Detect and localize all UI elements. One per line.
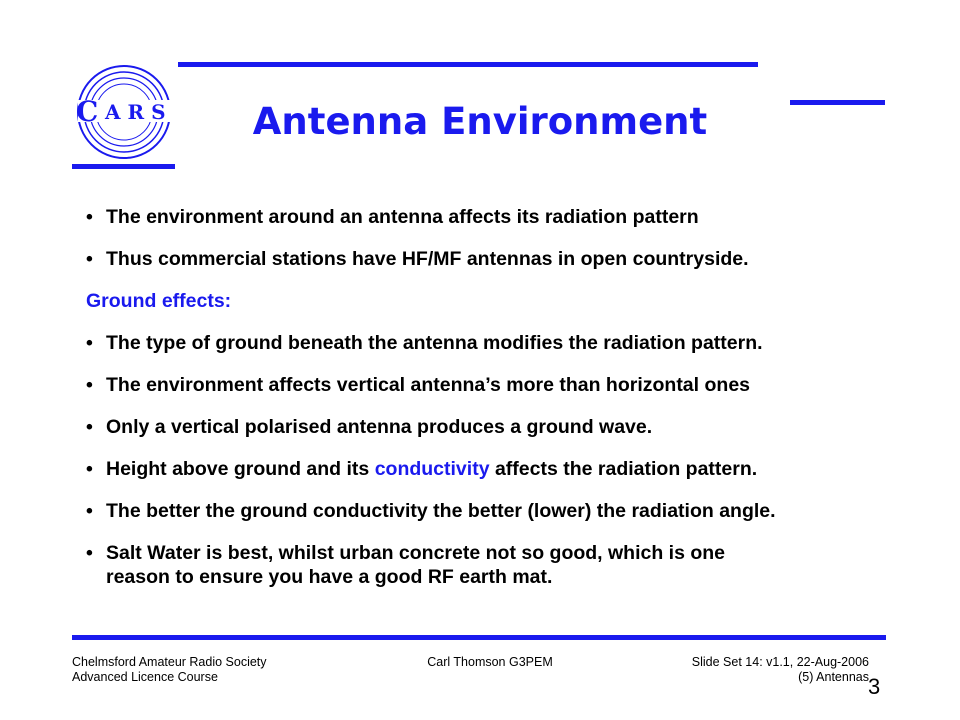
bullet-item: • The environment affects vertical antenna’s more than horizontal ones <box>86 374 751 396</box>
bullet-item: • Salt Water is best, whilst urban concrete not so good, which is one reason to ensure you have a good RF earth mat. <box>86 542 726 588</box>
bullet-item: • The type of ground beneath the antenna modifies the radiation pattern. <box>86 332 763 354</box>
right-accent-rule <box>790 100 885 105</box>
slide-content <box>86 205 946 589</box>
bullet-item: • Only a vertical polarised antenna produces a ground wave. <box>86 416 653 438</box>
footer-right: Slide Set 14: v1.1, 22-Aug-2006 (5) Antennas <box>691 655 869 684</box>
top-rule <box>178 62 758 67</box>
bullet-item: • The better the ground conductivity the better (lower) the radiation angle. <box>86 500 776 522</box>
bullet-item: • Height above ground and its conductivity affects the radiation pattern. <box>86 458 758 480</box>
conductivity-highlight: conductivity <box>374 458 490 480</box>
svg-text:C: C <box>76 95 99 128</box>
cars-logo <box>72 62 180 170</box>
page-number: 3 <box>868 674 881 699</box>
footer-rule <box>72 635 886 640</box>
footer-left: Chelmsford Amateur Radio Society Advanced Licence Course <box>72 655 267 684</box>
bullet-item: • Thus commercial stations have HF/MF antennas in open countryside. <box>86 248 749 270</box>
section-heading: Ground effects: <box>86 290 232 312</box>
svg-text:A R S: A R S <box>105 100 166 124</box>
footer-center: Carl Thomson G3PEM <box>427 655 553 669</box>
slide-title: Antenna Environment <box>252 100 708 143</box>
bullet-item: • The environment around an antenna affects its radiation pattern <box>86 206 699 228</box>
